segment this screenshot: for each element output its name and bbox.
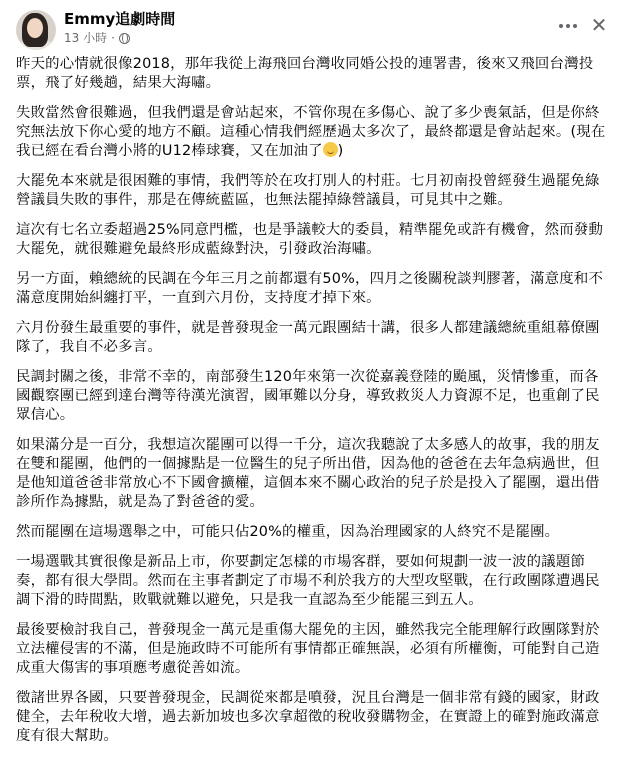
post-paragraph: 一場選戰其實很像是新品上市，你要劃定怎樣的市場客群，要如何規劃一波一波的議題節奏，都有很大學問。然而在主事者劃定了市場不利於我方的大型攻堅戰，在行政團隊遭遇民調下滑的時間點，敗戰就難以避免，只是我一直認為至少能罷三到五人。 (16, 554, 600, 608)
paragraph-text: 失敗當然會很難過，但我們還是會站起來，不管你現在多傷心、說了多少喪氣話，但是你終究無法放下你心愛的地方不顧。這種心情我們經歷過太多次了，最終都還是會站起來。(現在我已經在看台灣小將的U12棒球賽，又在加油了 (16, 105, 606, 159)
paragraph-tail: ) (337, 143, 344, 159)
meta-separator: · (111, 31, 115, 45)
post-paragraph: 六月份發生最重要的事件，就是普發現金一萬元跟團結十講，很多人都建議總統重組幕僚團隊了，我自不必多言。 (16, 320, 600, 355)
grinning-face-emoji-icon (323, 142, 338, 157)
dot-icon (573, 24, 577, 28)
post-paragraph: 最後要檢討我自己，普發現金一萬元是重傷大罷免的主因，雖然我完全能理解行政團隊對於立法權侵害的不滿，但是施政時不可能所有事情都正確無誤，必須有所權衡，可能對自己造成重大傷害的事項應考慮從善如流。 (16, 622, 600, 676)
post-paragraph: 這次有七名立委超過25%同意門檻，也是爭議較大的委員，精準罷免或許有機會，然而發動大罷免，就很難避免最終形成藍綠對決，引發政治海嘯。 (16, 222, 604, 257)
post-paragraph: 然而罷團在這場選舉之中，可能只佔20%的權重，因為治理國家的人終究不是罷團。 (16, 524, 560, 540)
post-meta (64, 30, 130, 46)
more-options-icon[interactable] (556, 14, 580, 38)
author-avatar[interactable] (16, 10, 56, 50)
dot-icon (566, 24, 570, 28)
post-paragraph: 另一方面，賴總統的民調在今年三月之前都還有50%，四月之後關稅談判膠著，滿意度和不滿意度開始糾纏打平，一直到六月份，支持度才掉下來。 (16, 271, 604, 306)
post-paragraph: 昨天的心情就很像2018，那年我從上海飛回台灣收同婚公投的連署書，後來又飛回台灣投票，飛了好幾趟，結果大海嘯。 (16, 56, 594, 91)
author-name[interactable]: Emmy追劇時間 (64, 10, 176, 28)
post-paragraph: 大罷免本來就是很困難的事情，我們等於在攻打別人的村莊。七月初南投曾經發生過罷免綠營議員失敗的事件，那是在傳統藍區，也無法罷掉綠營議員，可見其中之難。 (16, 173, 600, 208)
post-paragraph: 民調封關之後，非常不幸的，南部發生120年來第一次從嘉義登陸的颱風，災情慘重，而各國觀察團已經到達台灣等待漢光演習，國軍難以分身，導致救災人力資源不足，也重創了民眾信心。 (16, 369, 600, 423)
post-time[interactable]: 13 小時 (64, 31, 108, 45)
post-paragraph (16, 104, 608, 161)
post-header (0, 0, 618, 56)
avatar-face (27, 18, 43, 38)
dot-icon (559, 24, 563, 28)
post-paragraph: 如果滿分是一百分，我想這次罷團可以得一千分，這次我聽說了太多感人的故事，我的朋友在雙和罷團，他們的一個據點是一位醫生的兒子所出借，因為他的爸爸在去年急病過世，但是他知道爸爸非常放心不下國會擴權，這個本來不關心政治的兒子於是投入了罷團，還出借診所作為據點，就是為了對爸爸的愛。 (16, 437, 600, 510)
post-paragraph: 徵諸世界各國，只要普發現金，民調從來都是噴發，況且台灣是一個非常有錢的國家，財政健全，去年稅收大增，過去新加坡也多次拿超徵的稅收發購物金，在實證上的確對施政滿意度有很大幫助。 (16, 690, 600, 744)
close-icon[interactable]: ✕ (590, 13, 608, 37)
globe-icon (119, 33, 130, 44)
